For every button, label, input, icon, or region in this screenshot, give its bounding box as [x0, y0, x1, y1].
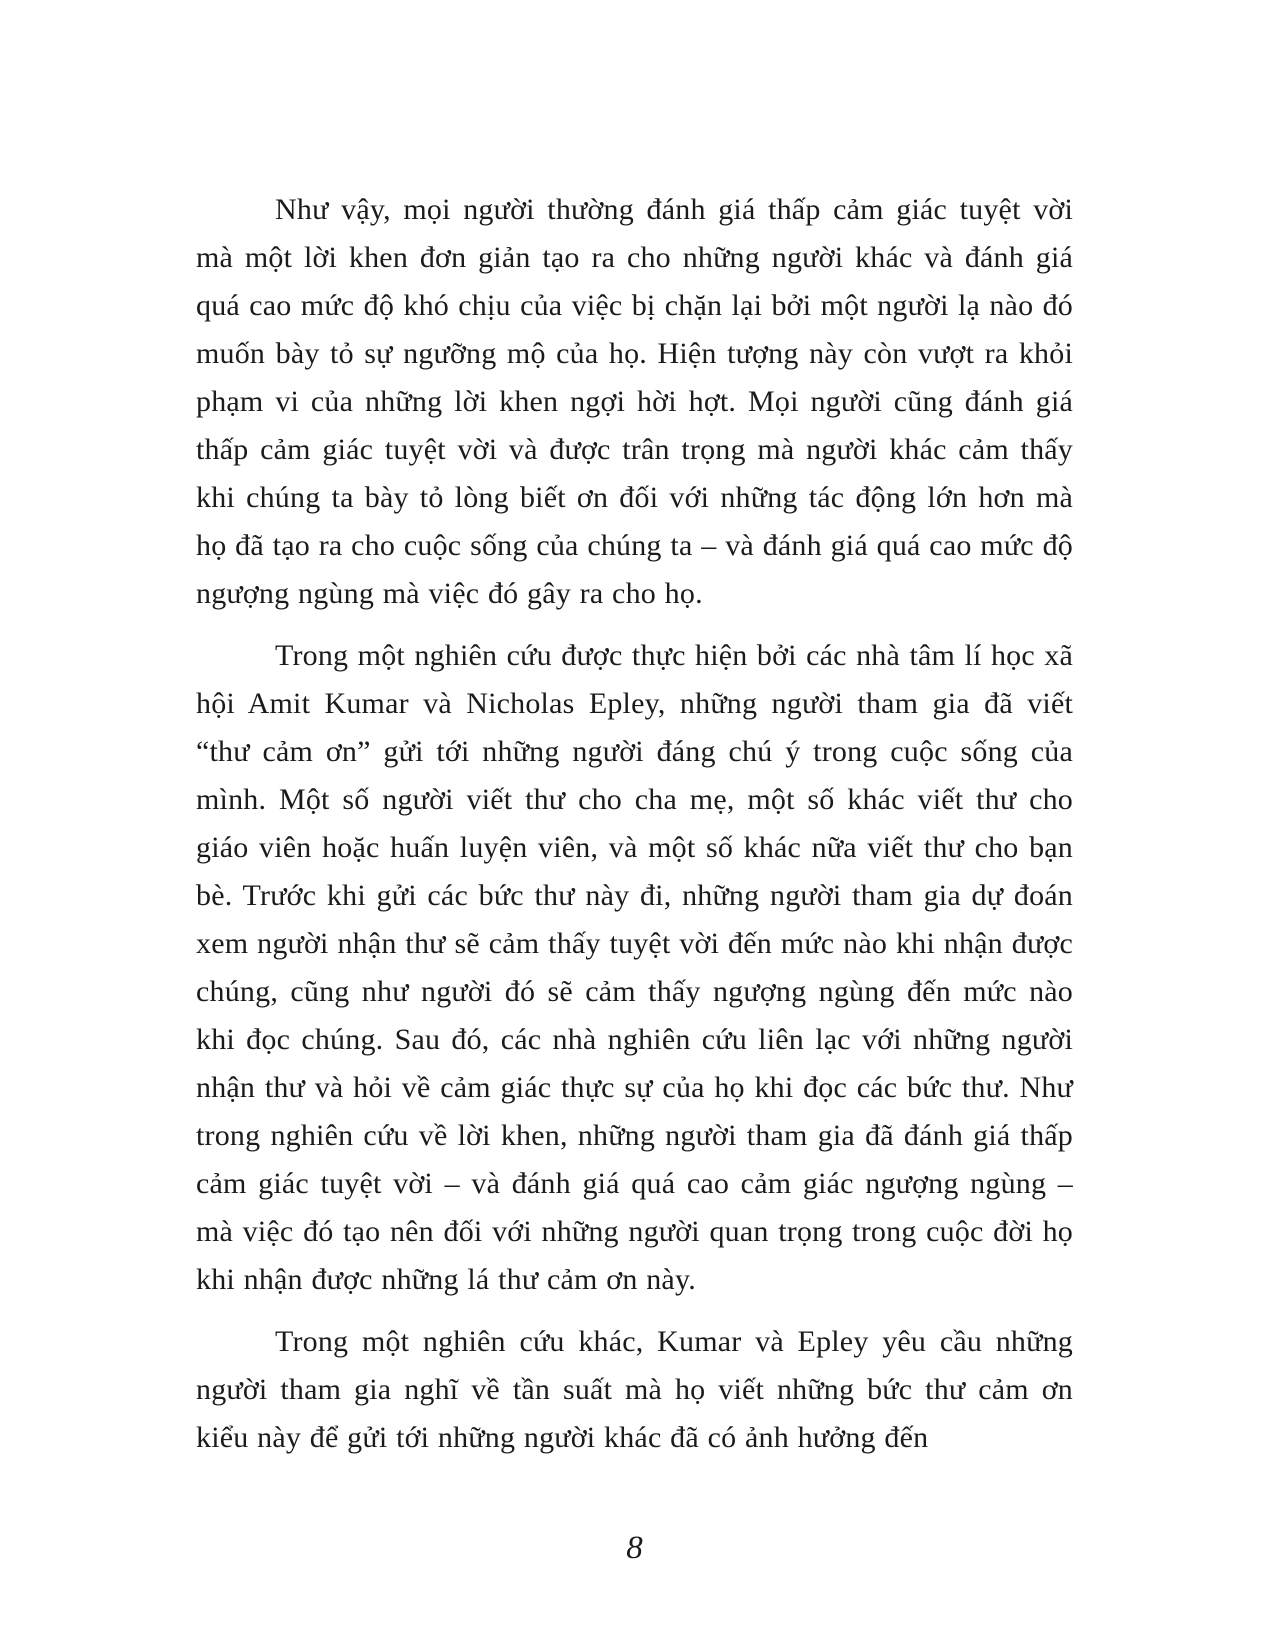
paragraph-3: Trong một nghiên cứu khác, Kumar và Epley yêu cầu những người tham gia nghĩ về tần suất mà họ viết những bức thư cảm ơn kiểu này để gửi tới những người khác đã có ảnh hưởng đến [196, 1325, 1073, 1454]
paragraph-2: Trong một nghiên cứu được thực hiện bởi các nhà tâm lí học xã hội Amit Kumar và Nicholas Epley, những người tham gia đã viết “thư cảm ơn” gửi tới những người đáng chú ý trong cuộc sống của mình. Một số người viết thư cho cha mẹ, một số khác viết thư cho giáo viên hoặc huấn luyện viên, và một số khác nữa viết thư cho bạn bè. Trước khi gửi các bức thư này đi, những người tham gia dự đoán xem người nhận thư sẽ cảm thấy tuyệt vời đến mức nào khi nhận được chúng, cũng như người đó sẽ cảm thấy ngượng ngùng đến mức nào khi đọc chúng. Sau đó, các nhà nghiên cứu liên lạc với những người nhận thư và hỏi về cảm giác thực sự của họ khi đọc các bức thư. Như trong nghiên cứu về lời khen, những người tham gia đã đánh giá thấp cảm giác tuyệt vời – và đánh giá quá cao cảm giác ngượng ngùng – mà việc đó tạo nên đối với những người quan trọng trong cuộc đời họ khi nhận được những lá thư cảm ơn này. [196, 639, 1073, 1296]
page-number: 8 [626, 1530, 643, 1566]
paragraph-1: Như vậy, mọi người thường đánh giá thấp cảm giác tuyệt vời mà một lời khen đơn giản tạo ra cho những người khác và đánh giá quá cao mức độ khó chịu của việc bị chặn lại bởi một người lạ nào đó muốn bày tỏ sự ngưỡng mộ của họ. Hiện tượng này còn vượt ra khỏi phạm vi của những lời khen ngợi hời hợt. Mọi người cũng đánh giá thấp cảm giác tuyệt vời và được trân trọng mà người khác cảm thấy khi chúng ta bày tỏ lòng biết ơn đối với những tác động lớn hơn mà họ đã tạo ra cho cuộc sống của chúng ta – và đánh giá quá cao mức độ ngượng ngùng mà việc đó gây ra cho họ. [196, 193, 1073, 610]
page-text-block [196, 186, 1073, 1462]
